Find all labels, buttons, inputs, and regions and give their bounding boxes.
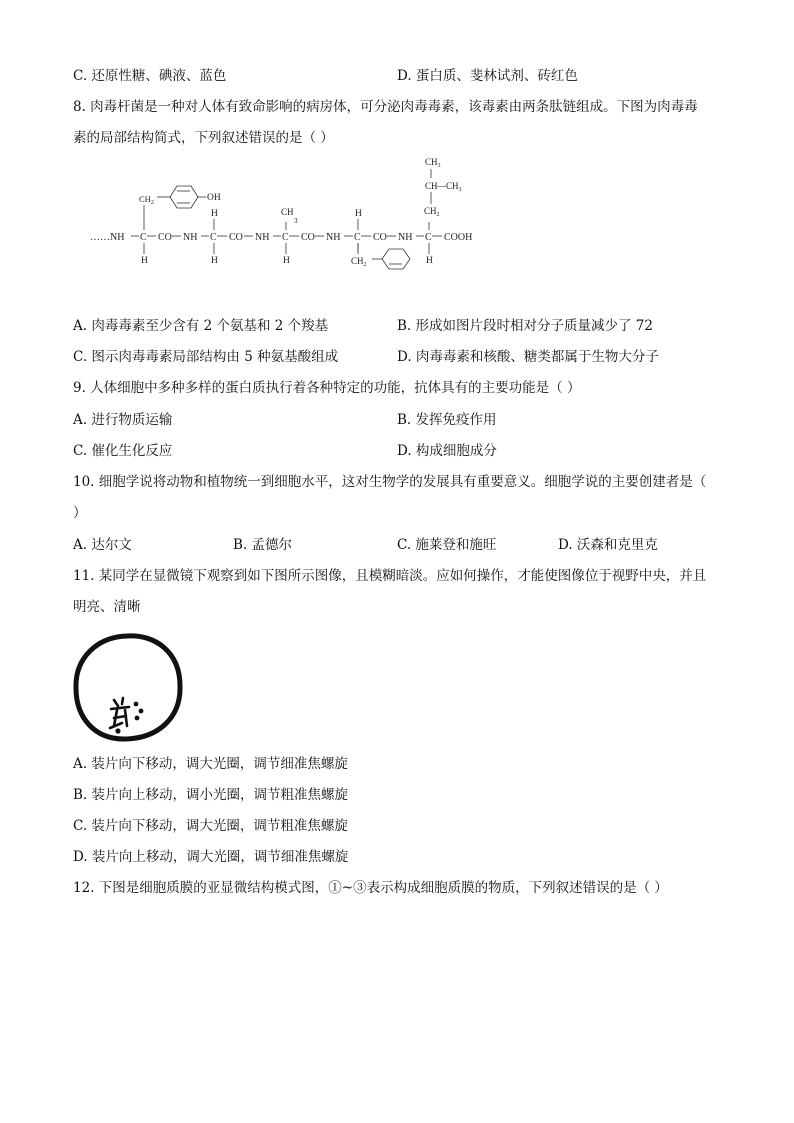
q10-stem-line2: ）: [73, 505, 87, 521]
backbone-c4: C: [354, 232, 361, 243]
q11-option-d: D. 装片向上移动，调大光圈，调节细准焦螺旋: [73, 849, 349, 865]
q9-option-c: C. 催化生化反应: [73, 443, 173, 459]
q12-stem: 12. 下图是细胞质膜的亚显微结构模式图，①~③表示构成细胞质膜的物质，下列叙述错误的是（ ）: [73, 880, 668, 896]
q11-stem-line1: 11. 某同学在显微镜下观察到如下图所示图像，且模糊暗淡。应如何操作，才能使图像位于视野中央，并且: [73, 568, 707, 584]
q9-stem: 9. 人体细胞中多种多样的蛋白质执行着各种特定的功能，抗体具有的主要功能是（ ）: [73, 380, 581, 396]
backbone-co3: CO: [301, 232, 315, 243]
q9-option-a: A. 进行物质运输: [73, 412, 173, 428]
q11-option-a: A. 装片向下移动，调大光圈，调节细准焦螺旋: [73, 756, 348, 772]
h-below-1: H: [141, 256, 148, 266]
q8-stem-line1: 8. 肉毒杆菌是一种对人体有致命影响的病房体，可分泌肉毒毒素，该毒素由两条肽链组成。下图为肉毒毒: [73, 99, 698, 115]
r1-oh: OH: [207, 193, 221, 203]
r1-ch2: $CH_2$: [139, 194, 154, 206]
backbone-cooh: COOH: [444, 232, 473, 243]
backbone-nh-start: ……NH: [90, 232, 125, 243]
backbone-nh4: NH: [398, 232, 413, 243]
q8-option-c: C. 图示肉毒毒素局部结构由 5 种氨基酸组成: [73, 349, 339, 365]
q7-option-d: D. 蛋白质、斐林试剂、砖红色: [397, 68, 578, 84]
q11-option-c: C. 装片向下移动，调大光圈，调节粗准焦螺旋: [73, 818, 348, 834]
h-below-3: H: [283, 256, 290, 266]
backbone-nh1: NH: [183, 232, 198, 243]
backbone-nh3: NH: [326, 232, 341, 243]
backbone-c5: C: [425, 232, 432, 243]
r4-phenyl-ring: [382, 249, 410, 269]
h-above-4: H: [355, 209, 362, 219]
h-below-5: H: [426, 256, 433, 266]
peptide-structure-diagram: [0, 150, 794, 300]
q8-option-a: A. 肉毒毒素至少含有 2 个氨基和 2 个羧基: [73, 318, 329, 334]
r5-ch2: $CH_2$: [424, 206, 440, 218]
q9-option-d: D. 构成细胞成分: [397, 443, 497, 459]
r5-top-ch3: $CH_3$: [425, 157, 441, 169]
h-below-2: H: [211, 256, 218, 266]
microscope-field-of-view: [70, 630, 190, 745]
r3-ch3-sub: 3: [294, 217, 298, 225]
q8-option-d: D. 肉毒毒素和核酸、糖类都属于生物大分子: [397, 349, 659, 365]
q10-option-b: B. 孟德尔: [233, 537, 293, 553]
peptide-backbone: [90, 232, 472, 243]
r1-phenol-ring: [170, 186, 198, 208]
q8-option-b: B. 形成如图片段时相对分子质量减少了 72: [397, 318, 653, 334]
q10-option-c: C. 施莱登和施旺: [397, 537, 497, 553]
backbone-c1: C: [140, 232, 147, 243]
backbone-co2: CO: [229, 232, 243, 243]
backbone-co4: CO: [373, 232, 387, 243]
r5-ch: CH: [425, 181, 438, 191]
q10-option-a: A. 达尔文: [73, 537, 132, 553]
q10-option-d: D. 沃森和克里克: [558, 537, 658, 553]
q11-stem-line2: 明亮、清晰: [73, 599, 141, 615]
r4-ch2: $CH_2$: [351, 256, 367, 268]
r3-ch3: CH: [281, 207, 294, 217]
q8-stem-line2: 素的局部结构简式，下列叙述错误的是（ ）: [73, 130, 334, 146]
backbone-co1: CO: [158, 232, 172, 243]
q11-option-b: B. 装片向上移动，调小光圈，调节粗准焦螺旋: [73, 787, 349, 803]
backbone-c3: C: [282, 232, 289, 243]
q9-option-b: B. 发挥免疫作用: [397, 412, 497, 428]
q7-option-c: C. 还原性糖、碘液、蓝色: [73, 68, 227, 84]
backbone-c2: C: [210, 232, 217, 243]
h-above-2: H: [211, 209, 218, 219]
q10-stem-line1: 10. 细胞学说将动物和植物统一到细胞水平，这对生物学的发展具有重要意义。细胞学说的主要创建者是（: [73, 474, 707, 490]
r5-dash-ch3: $—CH_3$: [437, 181, 462, 193]
specimen-image: [110, 698, 129, 728]
backbone-nh2: NH: [255, 232, 270, 243]
